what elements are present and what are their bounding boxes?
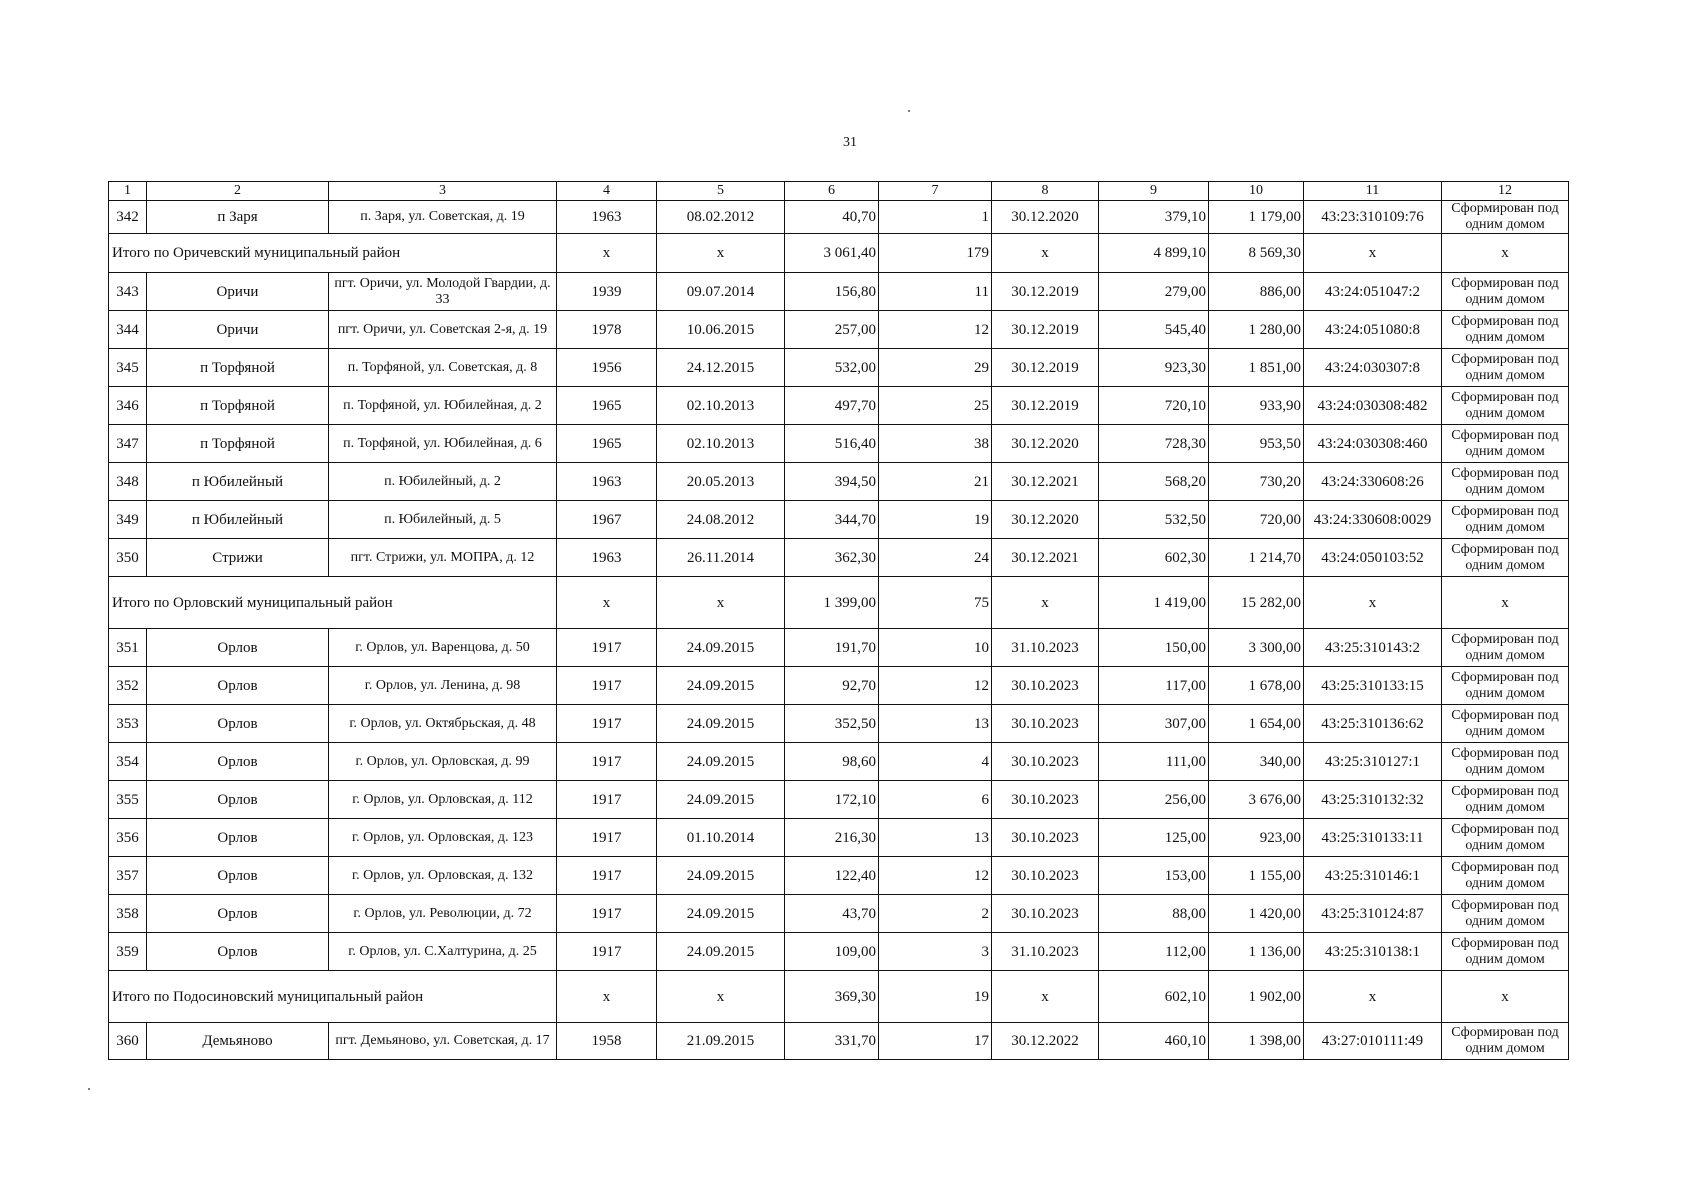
total-status-cell: х — [1442, 234, 1569, 273]
total-column-10-cell: 15 282,00 — [1209, 577, 1304, 629]
total-cadastral-cell: х — [1304, 971, 1442, 1023]
area-cell: 257,00 — [785, 311, 879, 349]
column-number: 11 — [1304, 182, 1442, 201]
year-cell: 1965 — [557, 425, 657, 463]
column-10-cell: 933,90 — [1209, 387, 1304, 425]
locality-cell: Орлов — [147, 705, 329, 743]
column-9-cell: 88,00 — [1099, 895, 1209, 933]
table-row — [109, 705, 1569, 743]
column-number: 9 — [1099, 182, 1209, 201]
total-cadastral-cell: х — [1304, 234, 1442, 273]
table-row — [109, 781, 1569, 819]
people-cell: 3 — [879, 933, 992, 971]
area-cell: 191,70 — [785, 629, 879, 667]
deadline-cell: 30.10.2023 — [992, 895, 1099, 933]
locality-cell: п Заря — [147, 201, 329, 234]
total-deadline-cell: х — [992, 971, 1099, 1023]
column-10-cell: 1 420,00 — [1209, 895, 1304, 933]
year-cell: 1939 — [557, 273, 657, 311]
locality-cell: Орлов — [147, 819, 329, 857]
total-column-9-cell: 602,10 — [1099, 971, 1209, 1023]
year-cell: 1917 — [557, 629, 657, 667]
row-number: 359 — [109, 933, 147, 971]
deadline-cell: 30.12.2019 — [992, 387, 1099, 425]
column-10-cell: 1 654,00 — [1209, 705, 1304, 743]
column-10-cell: 1 280,00 — [1209, 311, 1304, 349]
column-9-cell: 532,50 — [1099, 501, 1209, 539]
deadline-cell: 30.10.2023 — [992, 743, 1099, 781]
column-9-cell: 379,10 — [1099, 201, 1209, 234]
status-cell: Сформирован под одним домом — [1442, 311, 1569, 349]
deadline-cell: 30.12.2021 — [992, 539, 1099, 577]
row-number: 351 — [109, 629, 147, 667]
status-cell: Сформирован под одним домом — [1442, 273, 1569, 311]
year-cell: 1963 — [557, 463, 657, 501]
people-cell: 4 — [879, 743, 992, 781]
total-c4-cell: х — [557, 234, 657, 273]
row-number: 350 — [109, 539, 147, 577]
column-number: 8 — [992, 182, 1099, 201]
row-number: 342 — [109, 201, 147, 234]
deadline-cell: 30.10.2023 — [992, 667, 1099, 705]
people-cell: 24 — [879, 539, 992, 577]
column-10-cell: 730,20 — [1209, 463, 1304, 501]
scan-speck — [908, 110, 910, 112]
table-row — [109, 933, 1569, 971]
column-10-cell: 1 214,70 — [1209, 539, 1304, 577]
total-c5-cell: х — [657, 234, 785, 273]
column-9-cell: 568,20 — [1099, 463, 1209, 501]
status-cell: Сформирован под одним домом — [1442, 201, 1569, 234]
area-cell: 344,70 — [785, 501, 879, 539]
column-9-cell: 111,00 — [1099, 743, 1209, 781]
people-cell: 2 — [879, 895, 992, 933]
date-cell: 24.12.2015 — [657, 349, 785, 387]
year-cell: 1956 — [557, 349, 657, 387]
deadline-cell: 30.12.2020 — [992, 501, 1099, 539]
table-row — [109, 201, 1569, 234]
district-total-row — [109, 234, 1569, 273]
people-cell: 25 — [879, 387, 992, 425]
status-cell: Сформирован под одним домом — [1442, 667, 1569, 705]
column-number: 3 — [329, 182, 557, 201]
year-cell: 1917 — [557, 857, 657, 895]
scan-speck — [88, 1088, 90, 1090]
cadastral-number-cell: 43:25:310138:1 — [1304, 933, 1442, 971]
column-9-cell: 728,30 — [1099, 425, 1209, 463]
date-cell: 21.09.2015 — [657, 1023, 785, 1060]
area-cell: 109,00 — [785, 933, 879, 971]
total-deadline-cell: х — [992, 577, 1099, 629]
total-people-cell: 75 — [879, 577, 992, 629]
deadline-cell: 30.12.2019 — [992, 349, 1099, 387]
status-cell: Сформирован под одним домом — [1442, 349, 1569, 387]
date-cell: 24.09.2015 — [657, 857, 785, 895]
address-cell: г. Орлов, ул. Орловская, д. 123 — [329, 819, 557, 857]
address-cell: п. Торфяной, ул. Юбилейная, д. 6 — [329, 425, 557, 463]
row-number: 353 — [109, 705, 147, 743]
table-row — [109, 311, 1569, 349]
cadastral-number-cell: 43:24:051080:8 — [1304, 311, 1442, 349]
date-cell: 24.09.2015 — [657, 743, 785, 781]
locality-cell: п Торфяной — [147, 387, 329, 425]
area-cell: 394,50 — [785, 463, 879, 501]
table-row — [109, 463, 1569, 501]
row-number: 343 — [109, 273, 147, 311]
column-number: 10 — [1209, 182, 1304, 201]
column-9-cell: 307,00 — [1099, 705, 1209, 743]
row-number: 357 — [109, 857, 147, 895]
date-cell: 24.08.2012 — [657, 501, 785, 539]
address-cell: г. Орлов, ул. Орловская, д. 112 — [329, 781, 557, 819]
table-row — [109, 819, 1569, 857]
row-number: 344 — [109, 311, 147, 349]
column-10-cell: 1 155,00 — [1209, 857, 1304, 895]
date-cell: 26.11.2014 — [657, 539, 785, 577]
locality-cell: Стрижи — [147, 539, 329, 577]
date-cell: 24.09.2015 — [657, 781, 785, 819]
date-cell: 02.10.2013 — [657, 387, 785, 425]
row-number: 356 — [109, 819, 147, 857]
table-row — [109, 857, 1569, 895]
total-column-10-cell: 8 569,30 — [1209, 234, 1304, 273]
cadastral-number-cell: 43:25:310146:1 — [1304, 857, 1442, 895]
column-10-cell: 953,50 — [1209, 425, 1304, 463]
area-cell: 43,70 — [785, 895, 879, 933]
year-cell: 1917 — [557, 819, 657, 857]
date-cell: 24.09.2015 — [657, 629, 785, 667]
deadline-cell: 31.10.2023 — [992, 933, 1099, 971]
cadastral-number-cell: 43:25:310132:32 — [1304, 781, 1442, 819]
locality-cell: Орлов — [147, 781, 329, 819]
year-cell: 1917 — [557, 667, 657, 705]
status-cell: Сформирован под одним домом — [1442, 781, 1569, 819]
area-cell: 122,40 — [785, 857, 879, 895]
table-row — [109, 539, 1569, 577]
total-cadastral-cell: х — [1304, 577, 1442, 629]
row-number: 348 — [109, 463, 147, 501]
status-cell: Сформирован под одним домом — [1442, 1023, 1569, 1060]
cadastral-number-cell: 43:24:030308:460 — [1304, 425, 1442, 463]
deadline-cell: 30.12.2020 — [992, 201, 1099, 234]
people-cell: 21 — [879, 463, 992, 501]
area-cell: 352,50 — [785, 705, 879, 743]
address-cell: г. Орлов, ул. Ленина, д. 98 — [329, 667, 557, 705]
area-cell: 40,70 — [785, 201, 879, 234]
table-row — [109, 387, 1569, 425]
total-c4-cell: х — [557, 971, 657, 1023]
column-number: 5 — [657, 182, 785, 201]
deadline-cell: 30.10.2023 — [992, 705, 1099, 743]
cadastral-number-cell: 43:24:051047:2 — [1304, 273, 1442, 311]
people-cell: 12 — [879, 311, 992, 349]
address-cell: пгт. Стрижи, ул. МОПРА, д. 12 — [329, 539, 557, 577]
column-9-cell: 256,00 — [1099, 781, 1209, 819]
table-row — [109, 667, 1569, 705]
locality-cell: Демьяново — [147, 1023, 329, 1060]
year-cell: 1965 — [557, 387, 657, 425]
column-9-cell: 112,00 — [1099, 933, 1209, 971]
status-cell: Сформирован под одним домом — [1442, 539, 1569, 577]
area-cell: 516,40 — [785, 425, 879, 463]
table-row — [109, 273, 1569, 311]
locality-cell: Орлов — [147, 629, 329, 667]
cadastral-number-cell: 43:23:310109:76 — [1304, 201, 1442, 234]
total-c4-cell: х — [557, 577, 657, 629]
year-cell: 1978 — [557, 311, 657, 349]
cadastral-number-cell: 43:25:310127:1 — [1304, 743, 1442, 781]
address-cell: п. Юбилейный, д. 5 — [329, 501, 557, 539]
district-total-row — [109, 577, 1569, 629]
cadastral-number-cell: 43:24:330608:26 — [1304, 463, 1442, 501]
date-cell: 01.10.2014 — [657, 819, 785, 857]
date-cell: 08.02.2012 — [657, 201, 785, 234]
people-cell: 10 — [879, 629, 992, 667]
cadastral-number-cell: 43:25:310124:87 — [1304, 895, 1442, 933]
table-row — [109, 743, 1569, 781]
cadastral-number-cell: 43:25:310133:11 — [1304, 819, 1442, 857]
status-cell: Сформирован под одним домом — [1442, 705, 1569, 743]
column-number: 7 — [879, 182, 992, 201]
locality-cell: п Юбилейный — [147, 501, 329, 539]
district-total-label: Итого по Оричевский муниципальный район — [109, 234, 557, 273]
area-cell: 497,70 — [785, 387, 879, 425]
address-cell: п. Торфяной, ул. Юбилейная, д. 2 — [329, 387, 557, 425]
people-cell: 6 — [879, 781, 992, 819]
status-cell: Сформирован под одним домом — [1442, 387, 1569, 425]
area-cell: 331,70 — [785, 1023, 879, 1060]
status-cell: Сформирован под одним домом — [1442, 857, 1569, 895]
status-cell: Сформирован под одним домом — [1442, 819, 1569, 857]
column-10-cell: 886,00 — [1209, 273, 1304, 311]
column-number: 6 — [785, 182, 879, 201]
locality-cell: Орлов — [147, 857, 329, 895]
column-number: 4 — [557, 182, 657, 201]
year-cell: 1917 — [557, 933, 657, 971]
deadline-cell: 30.12.2021 — [992, 463, 1099, 501]
column-9-cell: 545,40 — [1099, 311, 1209, 349]
status-cell: Сформирован под одним домом — [1442, 895, 1569, 933]
column-9-cell: 602,30 — [1099, 539, 1209, 577]
locality-cell: п Торфяной — [147, 425, 329, 463]
deadline-cell: 30.12.2019 — [992, 273, 1099, 311]
row-number: 358 — [109, 895, 147, 933]
deadline-cell: 30.10.2023 — [992, 857, 1099, 895]
address-cell: п. Торфяной, ул. Советская, д. 8 — [329, 349, 557, 387]
cadastral-number-cell: 43:25:310133:15 — [1304, 667, 1442, 705]
date-cell: 24.09.2015 — [657, 667, 785, 705]
cadastral-number-cell: 43:24:030307:8 — [1304, 349, 1442, 387]
column-10-cell: 923,00 — [1209, 819, 1304, 857]
address-cell: г. Орлов, ул. Орловская, д. 99 — [329, 743, 557, 781]
column-10-cell: 340,00 — [1209, 743, 1304, 781]
area-cell: 98,60 — [785, 743, 879, 781]
deadline-cell: 30.12.2019 — [992, 311, 1099, 349]
year-cell: 1958 — [557, 1023, 657, 1060]
column-9-cell: 460,10 — [1099, 1023, 1209, 1060]
row-number: 354 — [109, 743, 147, 781]
column-9-cell: 279,00 — [1099, 273, 1209, 311]
column-10-cell: 1 678,00 — [1209, 667, 1304, 705]
cadastral-number-cell: 43:27:010111:49 — [1304, 1023, 1442, 1060]
date-cell: 02.10.2013 — [657, 425, 785, 463]
status-cell: Сформирован под одним домом — [1442, 933, 1569, 971]
deadline-cell: 30.10.2023 — [992, 781, 1099, 819]
column-10-cell: 1 398,00 — [1209, 1023, 1304, 1060]
column-10-cell: 1 851,00 — [1209, 349, 1304, 387]
address-cell: г. Орлов, ул. Революции, д. 72 — [329, 895, 557, 933]
date-cell: 24.09.2015 — [657, 705, 785, 743]
cadastral-number-cell: 43:24:330608:0029 — [1304, 501, 1442, 539]
column-9-cell: 720,10 — [1099, 387, 1209, 425]
people-cell: 19 — [879, 501, 992, 539]
cadastral-number-cell: 43:24:050103:52 — [1304, 539, 1442, 577]
row-number: 355 — [109, 781, 147, 819]
date-cell: 10.06.2015 — [657, 311, 785, 349]
row-number: 347 — [109, 425, 147, 463]
row-number: 346 — [109, 387, 147, 425]
locality-cell: Орлов — [147, 895, 329, 933]
status-cell: Сформирован под одним домом — [1442, 743, 1569, 781]
column-10-cell: 3 676,00 — [1209, 781, 1304, 819]
table-row — [109, 895, 1569, 933]
total-area-cell: 3 061,40 — [785, 234, 879, 273]
total-people-cell: 19 — [879, 971, 992, 1023]
area-cell: 216,30 — [785, 819, 879, 857]
table-row — [109, 1023, 1569, 1060]
people-cell: 17 — [879, 1023, 992, 1060]
area-cell: 532,00 — [785, 349, 879, 387]
total-column-10-cell: 1 902,00 — [1209, 971, 1304, 1023]
column-number: 1 — [109, 182, 147, 201]
total-deadline-cell: х — [992, 234, 1099, 273]
column-10-cell: 3 300,00 — [1209, 629, 1304, 667]
deadline-cell: 30.12.2020 — [992, 425, 1099, 463]
locality-cell: п Юбилейный — [147, 463, 329, 501]
locality-cell: Орлов — [147, 743, 329, 781]
address-cell: п. Заря, ул. Советская, д. 19 — [329, 201, 557, 234]
status-cell: Сформирован под одним домом — [1442, 463, 1569, 501]
register-table — [108, 181, 1569, 1060]
area-cell: 362,30 — [785, 539, 879, 577]
total-c5-cell: х — [657, 971, 785, 1023]
column-number: 12 — [1442, 182, 1569, 201]
locality-cell: п Торфяной — [147, 349, 329, 387]
year-cell: 1963 — [557, 539, 657, 577]
total-area-cell: 369,30 — [785, 971, 879, 1023]
locality-cell: Оричи — [147, 273, 329, 311]
locality-cell: Орлов — [147, 933, 329, 971]
cadastral-number-cell: 43:25:310136:62 — [1304, 705, 1442, 743]
total-area-cell: 1 399,00 — [785, 577, 879, 629]
people-cell: 1 — [879, 201, 992, 234]
column-number-row — [109, 182, 1569, 201]
total-status-cell: х — [1442, 577, 1569, 629]
address-cell: пгт. Оричи, ул. Советская 2-я, д. 19 — [329, 311, 557, 349]
date-cell: 24.09.2015 — [657, 895, 785, 933]
address-cell: г. Орлов, ул. Варенцова, д. 50 — [329, 629, 557, 667]
district-total-row — [109, 971, 1569, 1023]
address-cell: пгт. Оричи, ул. Молодой Гвардии, д. 33 — [329, 273, 557, 311]
column-9-cell: 153,00 — [1099, 857, 1209, 895]
address-cell: п. Юбилейный, д. 2 — [329, 463, 557, 501]
table-row — [109, 629, 1569, 667]
total-people-cell: 179 — [879, 234, 992, 273]
date-cell: 24.09.2015 — [657, 933, 785, 971]
year-cell: 1917 — [557, 743, 657, 781]
column-10-cell: 1 136,00 — [1209, 933, 1304, 971]
column-10-cell: 1 179,00 — [1209, 201, 1304, 234]
locality-cell: Орлов — [147, 667, 329, 705]
column-9-cell: 125,00 — [1099, 819, 1209, 857]
row-number: 352 — [109, 667, 147, 705]
row-number: 345 — [109, 349, 147, 387]
column-9-cell: 117,00 — [1099, 667, 1209, 705]
date-cell: 20.05.2013 — [657, 463, 785, 501]
column-number: 2 — [147, 182, 329, 201]
total-column-9-cell: 1 419,00 — [1099, 577, 1209, 629]
people-cell: 13 — [879, 819, 992, 857]
status-cell: Сформирован под одним домом — [1442, 501, 1569, 539]
people-cell: 12 — [879, 857, 992, 895]
deadline-cell: 31.10.2023 — [992, 629, 1099, 667]
district-total-label: Итого по Подосиновский муниципальный район — [109, 971, 557, 1023]
table-row — [109, 501, 1569, 539]
district-total-label: Итого по Орловский муниципальный район — [109, 577, 557, 629]
year-cell: 1963 — [557, 201, 657, 234]
date-cell: 09.07.2014 — [657, 273, 785, 311]
area-cell: 156,80 — [785, 273, 879, 311]
cadastral-number-cell: 43:25:310143:2 — [1304, 629, 1442, 667]
people-cell: 12 — [879, 667, 992, 705]
table-row — [109, 349, 1569, 387]
people-cell: 38 — [879, 425, 992, 463]
total-status-cell: х — [1442, 971, 1569, 1023]
column-9-cell: 923,30 — [1099, 349, 1209, 387]
people-cell: 29 — [879, 349, 992, 387]
year-cell: 1917 — [557, 895, 657, 933]
year-cell: 1967 — [557, 501, 657, 539]
row-number: 360 — [109, 1023, 147, 1060]
address-cell: г. Орлов, ул. Октябрьская, д. 48 — [329, 705, 557, 743]
people-cell: 11 — [879, 273, 992, 311]
total-column-9-cell: 4 899,10 — [1099, 234, 1209, 273]
area-cell: 92,70 — [785, 667, 879, 705]
deadline-cell: 30.10.2023 — [992, 819, 1099, 857]
area-cell: 172,10 — [785, 781, 879, 819]
address-cell: г. Орлов, ул. Орловская, д. 132 — [329, 857, 557, 895]
address-cell: г. Орлов, ул. С.Халтурина, д. 25 — [329, 933, 557, 971]
deadline-cell: 30.12.2022 — [992, 1023, 1099, 1060]
total-c5-cell: х — [657, 577, 785, 629]
page-number: 31 — [843, 135, 857, 150]
column-10-cell: 720,00 — [1209, 501, 1304, 539]
people-cell: 13 — [879, 705, 992, 743]
status-cell: Сформирован под одним домом — [1442, 425, 1569, 463]
table-row — [109, 425, 1569, 463]
year-cell: 1917 — [557, 705, 657, 743]
row-number: 349 — [109, 501, 147, 539]
status-cell: Сформирован под одним домом — [1442, 629, 1569, 667]
table-body — [109, 182, 1569, 1060]
cadastral-number-cell: 43:24:030308:482 — [1304, 387, 1442, 425]
address-cell: пгт. Демьяново, ул. Советская, д. 17 — [329, 1023, 557, 1060]
locality-cell: Оричи — [147, 311, 329, 349]
year-cell: 1917 — [557, 781, 657, 819]
column-9-cell: 150,00 — [1099, 629, 1209, 667]
